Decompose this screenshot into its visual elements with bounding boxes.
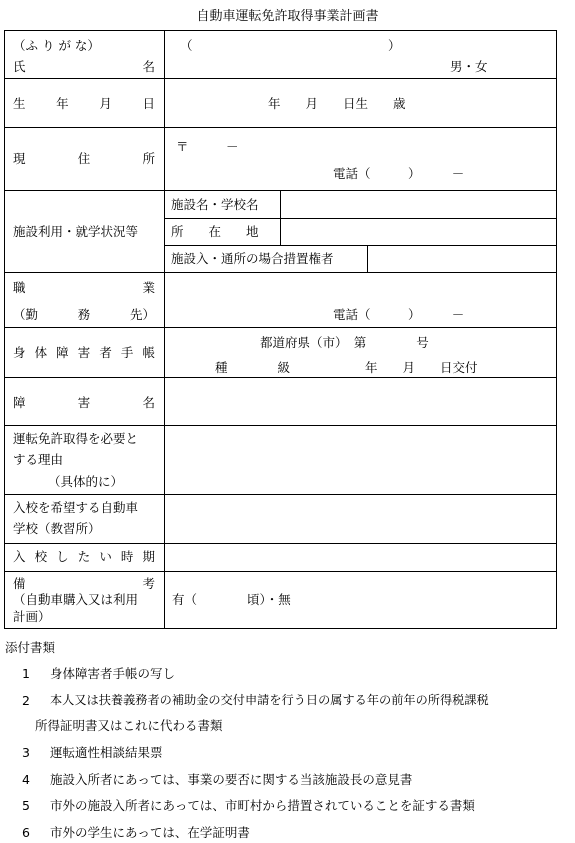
- reason-label-line1: 運転免許取得を必要と: [13, 431, 139, 446]
- address-label: 現 住 所: [13, 151, 155, 166]
- document-title: 自動車運転免許取得事業計画書: [196, 9, 379, 24]
- facility-status-label: 施設利用・就学状況等: [13, 224, 139, 239]
- vehicle-plan-field: 有（ 頃）・無: [172, 592, 291, 607]
- work-phone-field: 電話（ ） －: [333, 307, 465, 322]
- row-divider: [4, 425, 557, 426]
- row-divider: [4, 377, 557, 378]
- row-divider: [4, 190, 557, 191]
- disability-label: 障 害 名: [13, 395, 155, 410]
- birth-label: 生 年 月 日: [13, 96, 155, 111]
- postal-code-field: 〒 －: [176, 139, 239, 154]
- name-label: 氏 名: [13, 59, 155, 74]
- attachment-number: 2: [22, 693, 30, 708]
- reason-label-line2: する理由: [13, 452, 64, 467]
- row-divider: [4, 494, 557, 495]
- attachment-number: 1: [22, 666, 30, 681]
- furigana-paren-close: ）: [388, 38, 401, 53]
- school-label-line1: 入校を希望する自動車: [13, 500, 139, 515]
- remarks-label: 備 考: [13, 576, 155, 591]
- birth-date-field: 年 月 日生 歳: [268, 96, 406, 111]
- job-label: 職 業: [13, 280, 155, 295]
- attachment-item: 運転適性相談結果票: [50, 745, 163, 760]
- row-divider: [4, 543, 557, 544]
- handbook-label: 身 体 障 害 者 手 帳: [13, 345, 155, 360]
- furigana-paren-open: （: [180, 38, 193, 53]
- attachment-number: 3: [22, 745, 30, 760]
- facility-name-label: 施設名・学校名: [171, 197, 259, 212]
- remarks-sub-line2: 計画）: [13, 609, 51, 624]
- form-frame: [4, 30, 557, 629]
- furigana-label: （ふ り が な）: [13, 38, 100, 53]
- attachments-heading: 添付書類: [5, 640, 56, 655]
- school-label-line2: 学校（教習所）: [13, 521, 101, 536]
- row-divider: [4, 272, 557, 273]
- row-divider: [164, 218, 557, 219]
- reason-label-line3: （具体的に）: [48, 474, 124, 489]
- phone-field: 電話（ ） －: [333, 166, 465, 181]
- remarks-sub-line1: （自動車購入又は利用: [13, 592, 139, 607]
- facility-measure-label: 施設入・通所の場合措置権者: [171, 251, 334, 266]
- row-divider: [4, 78, 557, 79]
- attachment-item-continued: 所得証明書又はこれに代わる書類: [35, 718, 223, 733]
- attachment-item: 施設入所者にあっては、事業の要否に関する当該施設長の意見書: [50, 772, 413, 787]
- attachment-item: 市外の学生にあっては、在学証明書: [50, 825, 250, 840]
- facility-subdivider-2: [367, 246, 368, 272]
- attachment-item: 本人又は扶養義務者の補助金の交付申請を行う日の属する年の前年の所得税課税: [50, 693, 489, 707]
- handbook-grade-field: 種 級 年 月 日交付: [215, 360, 478, 375]
- attachment-number: 6: [22, 825, 30, 840]
- row-divider: [4, 327, 557, 328]
- attachment-item: 市外の施設入所者にあっては、市町村から措置されていることを証する書類: [50, 798, 475, 813]
- row-divider: [4, 571, 557, 572]
- enrollment-time-label: 入 校 し た い 時 期: [13, 549, 155, 564]
- attachment-number: 5: [22, 798, 30, 813]
- row-divider: [164, 245, 557, 246]
- row-divider: [4, 127, 557, 128]
- workplace-label: （勤 務 先）: [13, 307, 155, 322]
- gender-field: 男・女: [450, 59, 488, 74]
- attachment-number: 4: [22, 772, 30, 787]
- label-column-divider: [164, 30, 165, 629]
- attachment-item: 身体障害者手帳の写し: [50, 666, 176, 681]
- handbook-issuer-field: 都道府県（市） 第 号: [260, 335, 429, 350]
- facility-location-label: 所 在 地: [171, 224, 259, 239]
